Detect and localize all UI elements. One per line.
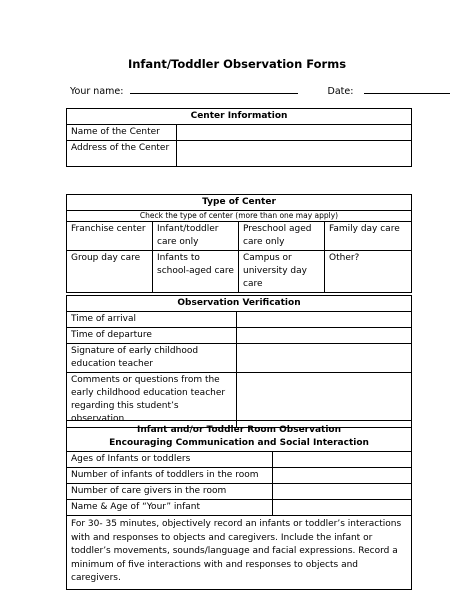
signature-label: Signature of early childhood education teacher: [67, 344, 237, 373]
room-observation-table: [66, 420, 412, 590]
center-address-label: Address of the Center: [67, 141, 177, 167]
name-field[interactable]: [130, 84, 298, 94]
type-center-table: [66, 194, 412, 293]
departure-field[interactable]: [237, 328, 412, 344]
infants-count-label: Number of infants of toddlers in the room: [67, 468, 273, 484]
arrival-field[interactable]: [237, 312, 412, 328]
departure-label: Time of departure: [67, 328, 237, 344]
caregivers-count-label: Number of care givers in the room: [67, 484, 273, 500]
arrival-label: Time of arrival: [67, 312, 237, 328]
infants-count-field[interactable]: [273, 468, 412, 484]
signature-field[interactable]: [237, 344, 412, 373]
type-franchise[interactable]: Franchise center: [67, 222, 153, 251]
center-address-field[interactable]: [177, 141, 412, 167]
date-label: Date:: [327, 86, 354, 97]
verification-header: Observation Verification: [67, 296, 412, 312]
your-infant-field[interactable]: [273, 500, 412, 516]
ages-field[interactable]: [273, 452, 412, 468]
type-center-header: Type of Center: [67, 195, 412, 211]
ages-label: Ages of Infants or toddlers: [67, 452, 273, 468]
center-name-field[interactable]: [177, 125, 412, 141]
room-obs-header: [67, 421, 412, 452]
your-infant-label: Name & Age of “Your” infant: [67, 500, 273, 516]
verification-table: [66, 295, 412, 428]
page-title: Infant/Toddler Observation Forms: [127, 57, 347, 71]
type-center-subheader: Check the type of center (more than one may apply): [67, 211, 412, 222]
type-family[interactable]: Family day care: [325, 222, 412, 251]
type-infant-toddler[interactable]: Infant/toddler care only: [153, 222, 239, 251]
center-info-table: [66, 108, 412, 167]
type-campus[interactable]: Campus or university day care: [239, 251, 325, 293]
date-field[interactable]: [364, 84, 450, 94]
name-label: Your name:: [70, 86, 124, 97]
comments-label: Comments or questions from the early childhood education teacher regarding this student’s observation: [67, 373, 237, 428]
room-obs-header-line2: Encouraging Communication and Social Interaction: [109, 438, 369, 448]
center-info-header: Center Information: [67, 109, 412, 125]
caregivers-count-field[interactable]: [273, 484, 412, 500]
type-group[interactable]: Group day care: [67, 251, 153, 293]
center-name-label: Name of the Center: [67, 125, 177, 141]
instructions: For 30- 35 minutes, objectively record an infants or toddler’s interactions with and responses to objects and caregivers. Include the infant or toddler’s movements, sounds/language and facial expressions. Record a minimum of five interactions with and responses to objects and caregivers.: [67, 516, 412, 590]
type-preschool[interactable]: Preschool aged care only: [239, 222, 325, 251]
room-obs-header-line1: Infant and/or Toddler Room Observation: [136, 425, 342, 435]
name-date-row: [70, 84, 450, 97]
type-other[interactable]: Other?: [325, 251, 412, 293]
type-school-aged[interactable]: Infants to school-aged care: [153, 251, 239, 293]
